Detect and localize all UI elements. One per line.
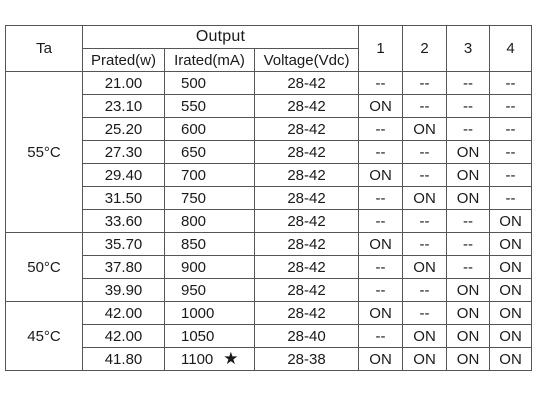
table-row <box>6 256 532 279</box>
irated-cell <box>165 187 255 210</box>
switch-4-cell: -- <box>490 141 532 164</box>
switch-3-cell: ON <box>447 164 490 187</box>
switch-3-cell: ON <box>447 325 490 348</box>
prated-cell: 25.20 <box>83 118 165 141</box>
irated-value: 650 <box>181 143 207 161</box>
switch-2-cell: ON <box>403 118 447 141</box>
prated-cell: 39.90 <box>83 279 165 302</box>
switch-1-cell: ON <box>359 233 403 256</box>
switch-4-cell: -- <box>490 118 532 141</box>
switch-4-cell: ON <box>490 325 532 348</box>
switch-4-cell: ON <box>490 348 532 371</box>
irated-value: 1000 <box>181 304 215 322</box>
switch-3-header: 3 <box>447 26 490 72</box>
irated-value: 600 <box>181 120 207 138</box>
switch-3-cell: ON <box>447 279 490 302</box>
switch-4-cell: ON <box>490 210 532 233</box>
voltage-cell: 28-42 <box>255 233 359 256</box>
prated-cell: 42.00 <box>83 325 165 348</box>
table-row <box>6 164 532 187</box>
switch-2-cell: -- <box>403 72 447 95</box>
table-row <box>6 141 532 164</box>
switch-4-cell: -- <box>490 187 532 210</box>
irated-cell <box>165 325 255 348</box>
switch-1-cell: ON <box>359 348 403 371</box>
irated-value: 1050 <box>181 327 215 345</box>
switch-2-cell: -- <box>403 95 447 118</box>
irated-header: Irated(mA) <box>165 49 255 72</box>
prated-cell: 27.30 <box>83 141 165 164</box>
switch-1-cell: ON <box>359 95 403 118</box>
switch-2-cell: -- <box>403 164 447 187</box>
switch-1-cell: -- <box>359 187 403 210</box>
prated-cell: 42.00 <box>83 302 165 325</box>
voltage-cell: 28-42 <box>255 95 359 118</box>
table-row <box>6 187 532 210</box>
irated-value: 900 <box>181 258 207 276</box>
voltage-cell: 28-42 <box>255 256 359 279</box>
irated-value: 950 <box>181 281 207 299</box>
prated-cell: 31.50 <box>83 187 165 210</box>
table-row <box>6 72 532 95</box>
voltage-cell: 28-42 <box>255 187 359 210</box>
switch-3-cell: -- <box>447 233 490 256</box>
voltage-cell: 28-42 <box>255 141 359 164</box>
switch-4-cell: -- <box>490 164 532 187</box>
switch-2-cell: -- <box>403 233 447 256</box>
irated-cell <box>165 233 255 256</box>
switch-1-cell: -- <box>359 325 403 348</box>
table-header <box>6 26 532 72</box>
switch-1-cell: -- <box>359 256 403 279</box>
prated-cell: 33.60 <box>83 210 165 233</box>
irated-cell <box>165 141 255 164</box>
switch-1-header: 1 <box>359 26 403 72</box>
prated-cell: 29.40 <box>83 164 165 187</box>
table-body <box>6 72 532 371</box>
switch-3-cell: ON <box>447 187 490 210</box>
voltage-cell: 28-40 <box>255 325 359 348</box>
switch-2-header: 2 <box>403 26 447 72</box>
switch-3-cell: -- <box>447 95 490 118</box>
irated-value: 800 <box>181 212 207 230</box>
ta-header: Ta <box>6 26 83 72</box>
prated-header: Prated(w) <box>83 49 165 72</box>
voltage-cell: 28-42 <box>255 118 359 141</box>
switch-1-cell: -- <box>359 210 403 233</box>
switch-4-cell: -- <box>490 95 532 118</box>
output-header: Output <box>83 26 359 49</box>
switch-1-cell: -- <box>359 118 403 141</box>
irated-cell <box>165 302 255 325</box>
voltage-cell: 28-42 <box>255 279 359 302</box>
switch-3-cell: -- <box>447 210 490 233</box>
switch-4-header: 4 <box>490 26 532 72</box>
irated-cell <box>165 210 255 233</box>
irated-cell <box>165 118 255 141</box>
switch-1-cell: ON <box>359 302 403 325</box>
table-row <box>6 118 532 141</box>
switch-2-cell: ON <box>403 348 447 371</box>
switch-2-cell: ON <box>403 325 447 348</box>
current-setting-table <box>5 25 532 371</box>
switch-2-cell: ON <box>403 187 447 210</box>
table-row <box>6 348 532 371</box>
irated-cell <box>165 95 255 118</box>
table-row <box>6 233 532 256</box>
irated-value: 550 <box>181 97 207 115</box>
switch-3-cell: ON <box>447 348 490 371</box>
voltage-cell: 28-42 <box>255 210 359 233</box>
switch-1-cell: -- <box>359 279 403 302</box>
switch-4-cell: ON <box>490 279 532 302</box>
switch-3-cell: -- <box>447 72 490 95</box>
switch-4-cell: ON <box>490 256 532 279</box>
prated-cell: 23.10 <box>83 95 165 118</box>
switch-2-cell: ON <box>403 256 447 279</box>
prated-cell: 37.80 <box>83 256 165 279</box>
switch-4-cell: ON <box>490 302 532 325</box>
irated-value: 500 <box>181 74 207 92</box>
prated-cell: 21.00 <box>83 72 165 95</box>
ta-cell: 55°C <box>6 72 83 233</box>
irated-cell <box>165 164 255 187</box>
irated-value: 1100 <box>181 351 214 368</box>
irated-cell <box>165 72 255 95</box>
ta-cell: 45°C <box>6 302 83 371</box>
voltage-header: Voltage(Vdc) <box>255 49 359 72</box>
prated-cell: 35.70 <box>83 233 165 256</box>
voltage-cell: 28-42 <box>255 72 359 95</box>
prated-cell: 41.80 <box>83 348 165 371</box>
star-icon: ★ <box>223 349 239 368</box>
switch-2-cell: -- <box>403 302 447 325</box>
irated-cell <box>165 256 255 279</box>
irated-value: 850 <box>181 235 207 253</box>
switch-1-cell: -- <box>359 72 403 95</box>
switch-1-cell: ON <box>359 164 403 187</box>
voltage-cell: 28-38 <box>255 348 359 371</box>
irated-cell <box>165 348 255 371</box>
switch-4-cell: -- <box>490 72 532 95</box>
switch-3-cell: -- <box>447 256 490 279</box>
ta-cell: 50°C <box>6 233 83 302</box>
irated-value: 750 <box>181 189 207 207</box>
table-row <box>6 95 532 118</box>
switch-2-cell: -- <box>403 210 447 233</box>
switch-1-cell: -- <box>359 141 403 164</box>
switch-2-cell: -- <box>403 279 447 302</box>
voltage-cell: 28-42 <box>255 164 359 187</box>
table-row <box>6 210 532 233</box>
switch-3-cell: ON <box>447 141 490 164</box>
switch-3-cell: ON <box>447 302 490 325</box>
table-row <box>6 325 532 348</box>
table-row <box>6 302 532 325</box>
switch-2-cell: -- <box>403 141 447 164</box>
voltage-cell: 28-42 <box>255 302 359 325</box>
switch-4-cell: ON <box>490 233 532 256</box>
table-row <box>6 279 532 302</box>
irated-value: 700 <box>181 166 207 184</box>
irated-cell <box>165 279 255 302</box>
switch-3-cell: -- <box>447 118 490 141</box>
